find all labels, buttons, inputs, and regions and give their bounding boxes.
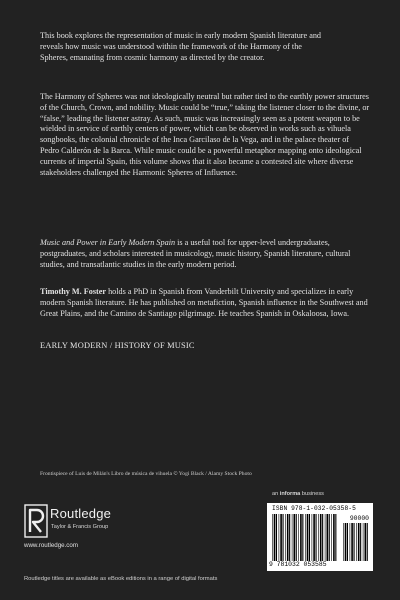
blurb-paragraph-3-text: is a useful tool for upper-level undergraduates, postgraduates, and scholars interested in musicology, music history, Spanish literature, cultural studies, and transatlantic studies in the early modern period. bbox=[40, 238, 351, 269]
barcode-bar bbox=[350, 523, 351, 561]
barcode-bar bbox=[307, 514, 309, 561]
subject-categories: EARLY MODERN / HISTORY OF MUSIC bbox=[40, 341, 195, 350]
informa-business-tagline: an informa business bbox=[272, 491, 324, 497]
barcode-bar bbox=[274, 514, 276, 561]
barcode-bar bbox=[335, 514, 336, 561]
ebook-availability-note: Routledge titles are available as eBook editions in a range of digital formats bbox=[24, 576, 218, 582]
ean-digits: 9 781032 053585 bbox=[269, 561, 327, 568]
barcode-bar bbox=[296, 514, 297, 561]
barcode-bar bbox=[327, 514, 329, 561]
publisher-name: Routledge bbox=[50, 506, 112, 521]
barcode-bar bbox=[343, 523, 344, 561]
barcode-bar bbox=[360, 523, 361, 561]
blurb-paragraph-2: The Harmony of Spheres was not ideologically neutral but rather tied to the earthly power structures of the Church, Crown, and nobility. Music could be “true,” taking the listener closer to the divine, or “false,” leading the listener astray. As such, music was increasingly seen as a potent weapon to be wielded in service of earthly centers of power, which can be observed in works such as vihuela songbooks, the colonial chronicle of the Inca Garcilaso de la Vega, and in the palace theater of Pedro Calderón de la Barca. While music could be a powerful metaphor mapping onto ideological currents of imperial Spain, this volume shows that it also became a contested site where diverse stakeholders challenged the Harmonic Spheres of Influence. bbox=[40, 92, 370, 177]
barcode-bar bbox=[331, 514, 332, 561]
price-code: 90000 bbox=[349, 515, 369, 522]
informa-brand: informa bbox=[279, 491, 301, 497]
barcode-bar bbox=[312, 514, 313, 561]
blurb-paragraph-3 bbox=[40, 238, 370, 270]
ean13-barcode bbox=[272, 514, 338, 561]
image-credit: Frontispiece of Luis de Milán's Libro de música de vihuela © Yogi Black / Alamy Stock Photo bbox=[40, 471, 252, 477]
barcode-bar bbox=[325, 514, 326, 561]
barcode-bar bbox=[358, 523, 360, 561]
barcode-bar bbox=[351, 523, 353, 561]
barcode-bar bbox=[316, 514, 317, 561]
publisher-logo bbox=[24, 504, 154, 556]
barcode-bar bbox=[318, 514, 319, 561]
author-bio bbox=[40, 287, 370, 319]
barcode-bar bbox=[333, 514, 335, 561]
barcode-bar bbox=[347, 523, 348, 561]
author-name: Timothy M. Foster bbox=[40, 287, 107, 296]
barcode-bar bbox=[365, 523, 367, 561]
barcode-bar bbox=[285, 514, 286, 561]
barcode-bar bbox=[298, 514, 299, 561]
barcode-bar bbox=[356, 523, 357, 561]
barcode-bar bbox=[354, 523, 355, 561]
barcode-bar bbox=[294, 514, 296, 561]
barcode-bar bbox=[300, 514, 302, 561]
barcode-bar bbox=[320, 514, 322, 561]
book-title-italic: Music and Power in Early Modern Spain bbox=[40, 238, 176, 247]
barcode-bar bbox=[279, 514, 280, 561]
barcode-bar bbox=[305, 514, 306, 561]
author-bio-text: holds a PhD in Spanish from Vanderbilt University and specializes in early modern Spanish literature. He has published on metafiction, Spanish influence in the Southwest and Great Plains, and the Camino de Santiago pilgrimage. He teaches Spanish in Oskaloosa, Iowa. bbox=[40, 287, 368, 318]
barcode-bar bbox=[329, 514, 330, 561]
publisher-url[interactable]: www.routledge.com bbox=[24, 542, 78, 549]
isbn-text: ISBN 978-1-032-05358-5 bbox=[272, 505, 356, 512]
barcode-bar bbox=[272, 514, 273, 561]
blurb-paragraph-1: This book explores the representation of music in early modern Spanish literature and reveals how music was understood within the framework of the Harmony of the Spheres, emanating from cosmic harmony as directed by the creator. bbox=[40, 31, 322, 62]
barcode-bar bbox=[313, 514, 315, 561]
barcode-bar bbox=[287, 514, 289, 561]
barcode-label bbox=[267, 503, 373, 571]
barcode-bar bbox=[292, 514, 293, 561]
barcode-bar bbox=[289, 514, 290, 561]
publisher-group: Taylor & Francis Group bbox=[51, 524, 109, 530]
barcode-bar bbox=[302, 514, 303, 561]
addon-barcode bbox=[343, 523, 368, 561]
barcode-bar bbox=[367, 523, 368, 561]
barcode-bar bbox=[276, 514, 277, 561]
barcode-bar bbox=[280, 514, 282, 561]
barcode-bar bbox=[322, 514, 323, 561]
barcode-bar bbox=[283, 514, 284, 561]
barcode-bar bbox=[363, 523, 364, 561]
barcode-bar bbox=[345, 523, 347, 561]
routledge-r-logo-icon bbox=[24, 504, 48, 538]
barcode-bar bbox=[309, 514, 310, 561]
